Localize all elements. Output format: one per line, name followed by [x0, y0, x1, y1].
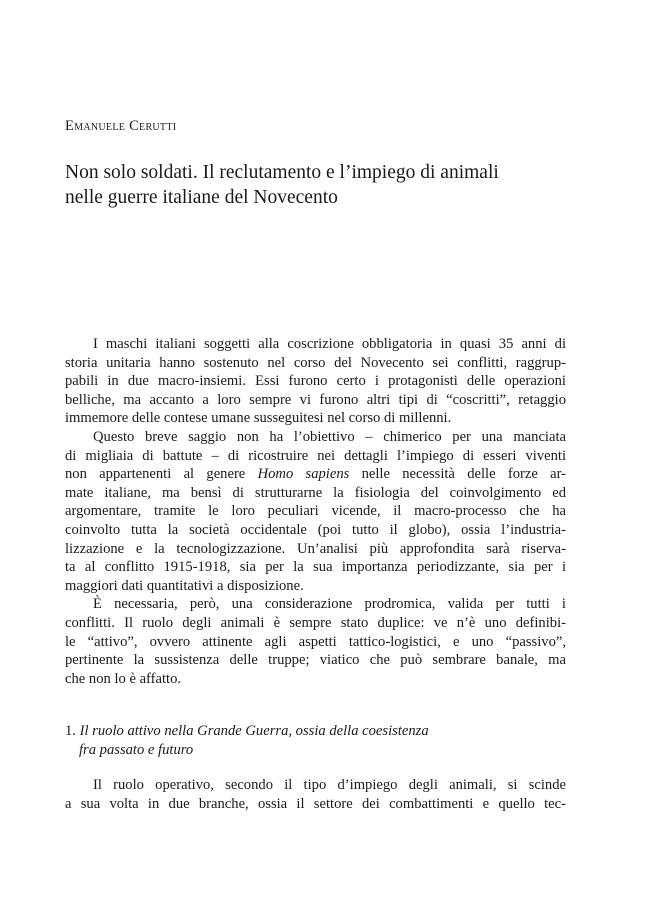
section-number: 1. [65, 723, 76, 739]
text-line: ta al conflitto 1915-1918, sia per la sua importanza periodizzante, sia per i [65, 559, 566, 576]
text-line: le “attivo”, ovvero attinente agli aspetti tattico-logistici, e uno “passivo”, [65, 633, 566, 650]
text-line: Questo breve saggio non ha l’obiettivo – chimerico per una manciata [93, 428, 566, 445]
text-line: coinvolto tutta la società occidentale (poi tutto il globo), ossia l’industria- [65, 521, 566, 538]
text-line: immemore delle contese umane susseguitesi nel corso di millenni. [65, 410, 452, 427]
text-line: pertinente la sussistenza delle truppe; viatico che può sembrare banale, ma [65, 652, 566, 669]
article-title-line: nelle guerre italiane del Novecento [65, 187, 338, 208]
text-line: conflitti. Il ruolo degli animali è sempre stato duplice: ve n’è uno definibi- [65, 614, 566, 631]
text-line: che non lo è affatto. [65, 670, 182, 687]
paragraph-3 [65, 595, 566, 688]
paragraph-1 [65, 335, 566, 428]
text-line: lizzazione e la tecnologizzazione. Un’analisi più approfondita sarà riserva- [65, 540, 566, 557]
text-line: Il ruolo operativo, secondo il tipo d’impiego degli animali, si scinde [93, 777, 566, 793]
text-segment: nelle necessità delle forze ar- [349, 466, 566, 483]
species-name: Homo sapiens [257, 466, 350, 483]
author-name: Emanuele Cerutti [65, 118, 177, 134]
text-line: argomentare, tramite le loro peculiari vicende, il macro-processo che ha [65, 503, 566, 520]
text-line: storia unitaria hanno sostenuto nel corso del Novecento sei conflitti, raggrup- [65, 354, 566, 371]
section-title: Il ruolo attivo nella Grande Guerra, ossia della coesistenza [79, 723, 429, 739]
section-heading [65, 722, 585, 760]
text-segment: non appartenenti al genere [65, 466, 258, 483]
text-line [65, 465, 566, 484]
text-line: di migliaia di battute – di ricostruire nei dettagli l’impiego di esseri viventi [65, 447, 566, 464]
text-line: È necessaria, però, una considerazione prodromica, valida per tutti i [93, 596, 566, 613]
article-title-line: Non solo soldati. Il reclutamento e l’impiego di animali [65, 162, 499, 183]
article-body [65, 335, 566, 688]
section-heading-line [65, 722, 585, 741]
article-title [65, 160, 585, 210]
text-line: mate italiane, ma bensì di strutturarne la fisiologia del coinvolgimento ed [65, 484, 566, 501]
text-line: pabili in due macro-insiemi. Essi furono certo i protagonisti delle operazioni [65, 373, 566, 390]
text-line: I maschi italiani soggetti alla coscrizione obbligatoria in quasi 35 anni di [93, 336, 566, 352]
text-line: a sua volta in due branche, ossia il settore dei combattimenti e quello tec- [65, 795, 566, 812]
section-heading-line: fra passato e futuro [79, 742, 194, 758]
section-body [65, 776, 566, 813]
paragraph-2 [65, 428, 566, 595]
section-paragraph [65, 776, 566, 813]
text-line: belliche, ma accanto a loro sempre vi furono altri tipi di “coscritti”, retaggio [65, 391, 566, 408]
text-line: maggiori dati quantitativi a disposizione. [65, 577, 304, 594]
